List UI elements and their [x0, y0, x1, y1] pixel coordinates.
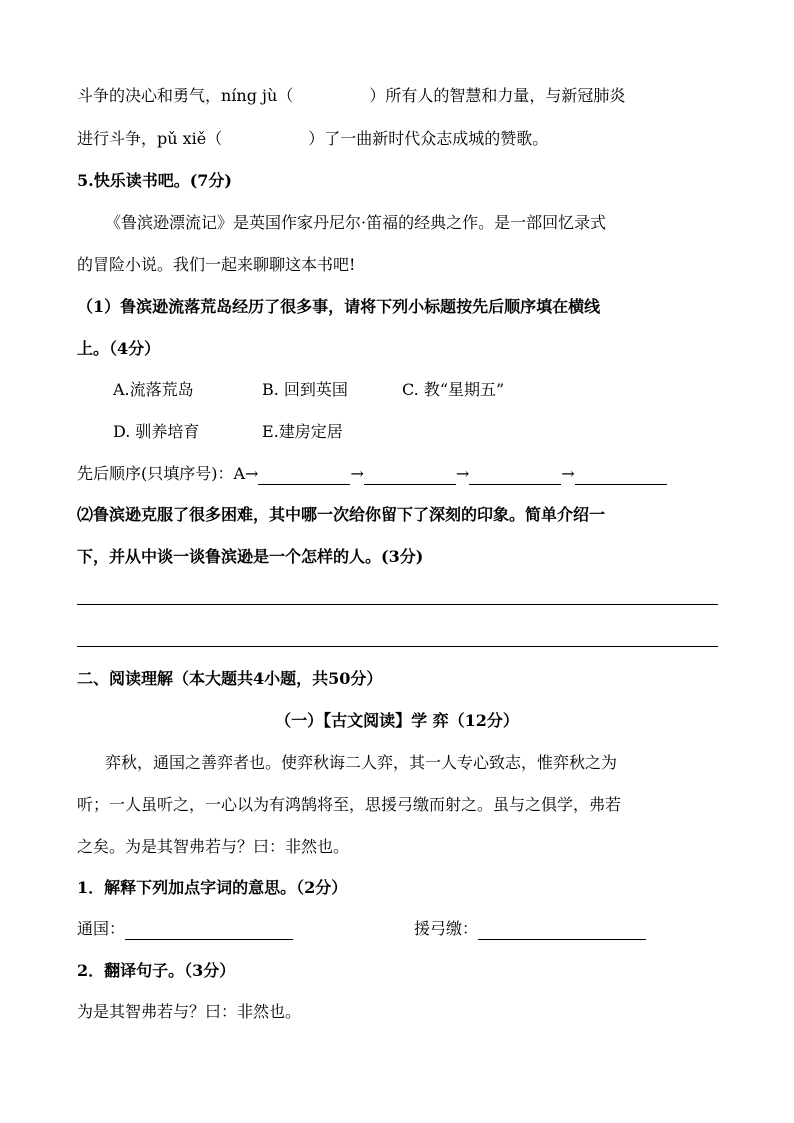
answer-line-2[interactable]: [77, 646, 718, 647]
order-blank-4[interactable]: [575, 466, 667, 485]
option-b: B. 回到英国: [262, 380, 348, 399]
q5-sub1-line-1: （1）鲁滨逊流落荒岛经历了很多事，请将下列小标题按先后顺序填在横线: [77, 297, 601, 316]
option-c: C. 教“星期五”: [402, 380, 505, 399]
question-2: 2．翻译句子。（3分）: [77, 961, 236, 980]
passage-line-3: 之矣。为是其智弗若与？曰：非然也。: [77, 837, 350, 856]
order-line: [77, 463, 667, 485]
pinyin-line-2-start: 进行斗争，pǔ xiě（: [77, 129, 223, 148]
q5-intro-line-1: 《鲁滨逊漂流记》是英国作家丹尼尔·笛福的经典之作。是一部回忆录式: [105, 213, 607, 232]
option-d: D. 驯养培育: [113, 422, 200, 441]
q1-item-b-label: 援弓缴：: [414, 919, 479, 938]
arrow-2: →: [455, 464, 470, 483]
order-blank-1[interactable]: [258, 466, 350, 485]
q5-intro-line-2: 的冒险小说。我们一起来聊聊这本书吧!: [77, 255, 356, 274]
pinyin-line-2: [77, 128, 548, 150]
section2-heading: 二、阅读理解（本大题共4小题，共50分）: [77, 669, 383, 688]
q1-item-a-blank[interactable]: [125, 921, 293, 940]
arrow-1: →: [350, 464, 364, 483]
q1-item-a-label: 通国：: [77, 919, 126, 938]
q5-sub2-line-1: ⑵鲁滨逊克服了很多困难，其中哪一次给你留下了深刻的印象。简单介绍一: [77, 505, 606, 524]
pinyin-line-1-end: ）所有人的智慧和力量，与新冠肺炎: [369, 86, 626, 105]
pinyin-line-1-start: 斗争的决心和勇气，níng jù（: [77, 86, 294, 105]
passage-line-2: 听；一人虽听之，一心以为有鸿鹄将至，思援弓缴而射之。虽与之俱学，弗若: [77, 795, 622, 814]
q5-heading: 5.快乐读书吧。(7分): [77, 171, 232, 190]
q5-sub1-line-2: 上。（4分）: [77, 339, 161, 358]
part1-title: （一）【古文阅读】学 弈（12分）: [275, 711, 519, 730]
q1-item-b: [414, 918, 646, 940]
order-blank-2[interactable]: [364, 466, 456, 485]
passage-line-1: 弈秋，通国之善弈者也。使弈秋诲二人弈，其一人专心致志，惟弈秋之为: [105, 753, 618, 772]
order-blank-3[interactable]: [469, 466, 561, 485]
option-a: A.流落荒岛: [113, 380, 194, 399]
pinyin-line-1: [77, 85, 625, 107]
q1-item-a: [77, 918, 293, 940]
q5-sub2-line-2: 下，并从中谈一谈鲁滨逊是一个怎样的人。(3分): [77, 547, 424, 566]
question-1: 1．解释下列加点字词的意思。（2分）: [77, 878, 348, 897]
q1-item-b-blank[interactable]: [478, 921, 646, 940]
answer-line-1[interactable]: [77, 604, 718, 605]
pinyin-line-2-end: ）了一曲新时代众志成城的赞歌。: [308, 129, 549, 148]
q2-sentence: 为是其智弗若与？曰：非然也。: [77, 1002, 302, 1021]
arrow-3: →: [561, 464, 575, 483]
option-e: E.建房定居: [262, 422, 343, 441]
order-label: 先后顺序(只填序号)：A→: [77, 464, 259, 483]
